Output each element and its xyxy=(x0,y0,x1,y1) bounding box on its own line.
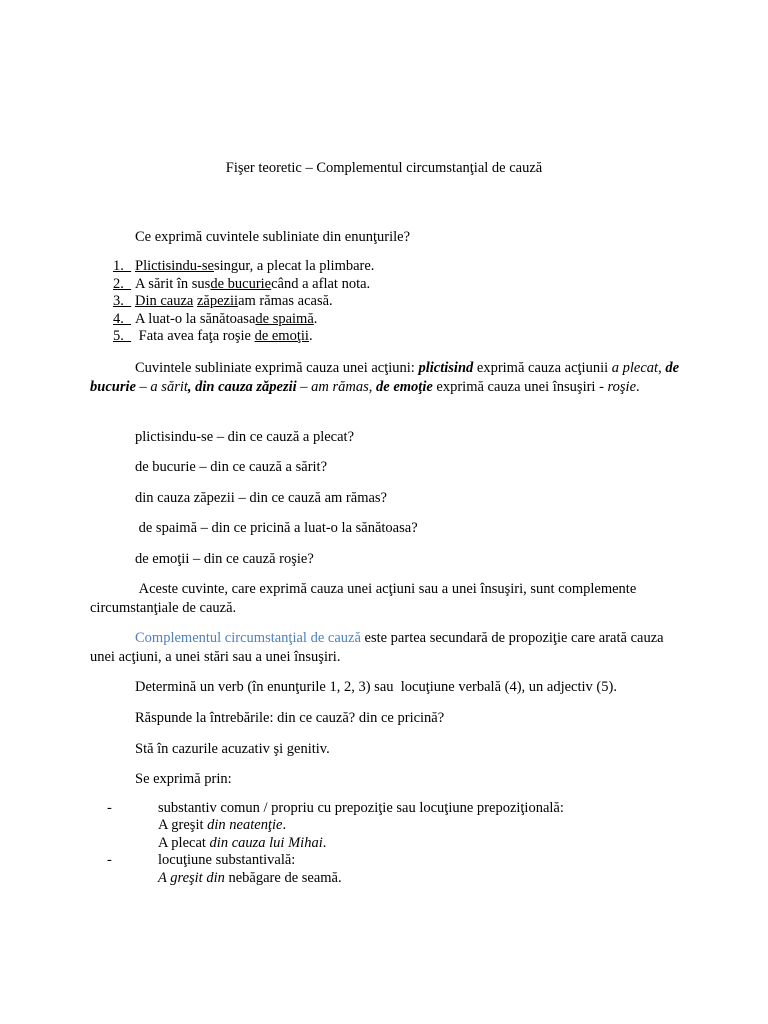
list-item: - substantiv comun / propriu cu prepoziţie sau locuţiune prepoziţională: xyxy=(107,800,564,816)
question-line: de bucurie – din ce cauză a sărit? xyxy=(135,459,328,475)
rule-line: Răspunde la întrebările: din ce cauză? din ce pricină? xyxy=(135,710,445,726)
list-item: - locuţiune substantivală: xyxy=(107,852,296,869)
example-line: A greşit din nebăgare de seamă. xyxy=(158,869,342,886)
question-line: de emoţii – din ce cauză roşie? xyxy=(135,551,314,567)
definition-term: Complementul circumstanţial de cauză xyxy=(135,630,361,646)
underlined-phrase: de spaimă xyxy=(255,310,314,327)
underlined-phrase: Plictisindu-se xyxy=(135,258,214,274)
question-text: Ce exprimă cuvintele subliniate din enunţurile? xyxy=(135,229,411,245)
question-line: de spaimă – din ce pricină a luat-o la sănătoasa? xyxy=(135,520,418,536)
rule-line: Se exprimă prin: xyxy=(135,771,232,787)
underlined-phrase: zăpezii xyxy=(197,293,239,310)
example-list xyxy=(113,258,374,346)
list-item: 2. A sărit în sus de bucurie când a aflat nota. xyxy=(113,275,371,292)
underlined-phrase: Din cauza xyxy=(135,293,194,310)
underlined-phrase: de emoţii xyxy=(254,328,309,345)
list-item: 3. Din cauza zăpezii am rămas acasă. xyxy=(113,293,333,310)
example-line: A plecat din cauza lui Mihai. xyxy=(158,834,327,851)
list-item: 4. A luat-o la sănătoasa de spaimă . xyxy=(113,310,318,327)
conclusion-paragraph: Aceste cuvinte, care exprimă cauza unei acţiuni sau a unei însuşiri, sunt complemente circumstanţiale de cauză. xyxy=(90,581,640,616)
rule-line: Determină un verb (în enunţurile 1, 2, 3) sau locuţiune verbală (4), un adjectiv (5). xyxy=(135,679,617,695)
definition-paragraph: Complementul circumstanţial de cauză este partea secundară de propoziţie care arată cauza unei acţiuni, a unei stări sau a unei însuşiri. xyxy=(90,630,664,665)
list-item: 1. Plictisindu-se singur, a plecat la plimbare. xyxy=(113,258,375,274)
question-line: din cauza zăpezii – din ce cauză am rămas? xyxy=(135,490,387,506)
explanation-paragraph: Cuvintele subliniate exprimă cauza unei acţiuni: plictisind exprimă cauza acţiunii a plecat, de bucurie – a sărit, din cauza zăpezii – am rămas, de emoţie exprimă cauza unei însuşiri - roşie. xyxy=(90,360,680,395)
underlined-phrase: de bucurie xyxy=(210,275,272,292)
rule-line: Stă în cazurile acuzativ şi genitiv. xyxy=(135,741,330,757)
expressed-by-list xyxy=(107,800,564,887)
page-title: Fişer teoretic – Complementul circumstanţial de cauză xyxy=(225,160,543,176)
question-line: plictisindu-se – din ce cauză a plecat? xyxy=(135,429,355,445)
example-line: A greşit din neatenţie. xyxy=(158,817,287,834)
list-item: 5. Fata avea faţa roşie de emoţii . xyxy=(113,328,313,345)
